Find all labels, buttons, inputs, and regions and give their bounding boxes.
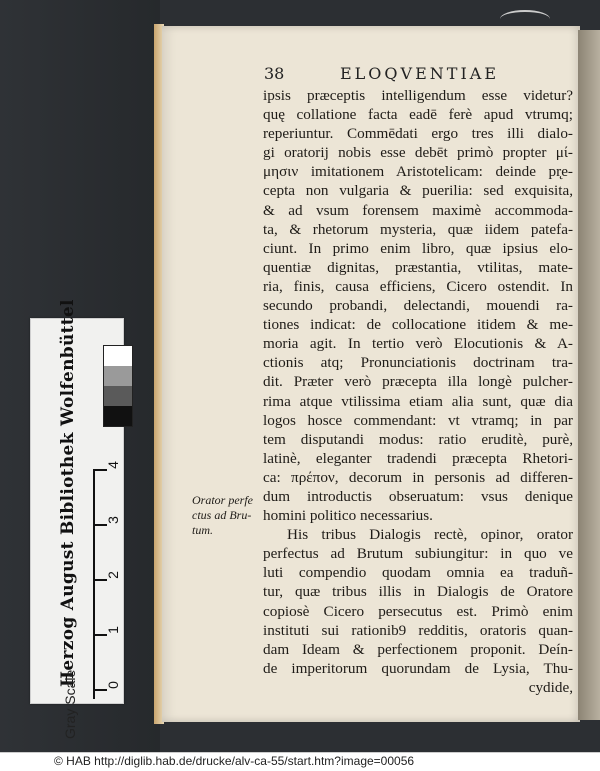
page-number: 38	[264, 64, 285, 83]
marginal-line: Orator perfe	[192, 493, 253, 507]
ruler-tick	[95, 634, 107, 636]
text-line: instituti sui rationib9 redditis, oratoris quan-	[263, 621, 573, 639]
swatch-white	[104, 346, 132, 366]
page-gutter	[578, 30, 600, 720]
swatch-black	[104, 406, 132, 426]
body-text	[263, 86, 573, 697]
text-line: homini politico necessarius.	[263, 507, 433, 525]
ruler-number: 4	[104, 461, 121, 469]
text-line: perfectus ad Brutum subiungitur: in quo ve	[263, 545, 573, 563]
ruler-number: 0	[104, 681, 121, 689]
color-scale-card	[30, 299, 124, 739]
text-line: ciunt. In primo enim libro, quæ ipsius elo-	[263, 239, 573, 257]
cm-ruler	[93, 461, 123, 699]
footer-bar	[0, 752, 600, 771]
text-line: ria, finis, causa efficiens, Cicero ostendit. In	[263, 277, 573, 295]
ruler-tick	[95, 524, 107, 526]
text-line: dum introductis obseruatum: vsus denique	[263, 487, 573, 505]
text-line: latinè, eleganter tradendi præcepta Rhetori-	[263, 449, 573, 467]
text-line: dam Ideam & perfectionem proponit. Deín-	[263, 640, 573, 658]
text-line: His tribus Dialogis rectè, opinor, orator	[287, 526, 573, 544]
text-line: ta, & rhetorum mysteria, quæ iidem patefa-	[263, 220, 573, 238]
ruler-number: 3	[104, 516, 121, 524]
marginal-line: ctus ad Bru-	[192, 508, 252, 522]
text-line: rima atque vtilissima etiam alia sunt, quæ dia	[263, 392, 573, 410]
text-line: ipsis præceptis intelligendum esse videtur?	[263, 87, 573, 104]
text-line: copiosè Cicero persecutus est. Primò enim	[263, 602, 573, 620]
text-line: μησιν imitationem Aristotelicam: deinde pr̨e-	[263, 163, 573, 181]
text-line: tur, quæ tribus illis in Dialogis de Oratore	[263, 583, 573, 601]
ruler-tick	[95, 689, 107, 691]
swatch-gray	[104, 366, 132, 386]
swatch-darkgray	[104, 386, 132, 406]
copyright-link[interactable]: © HAB http://diglib.hab.de/drucke/alv-ca-55/start.htm?image=00056	[54, 754, 415, 768]
running-head	[260, 64, 560, 86]
text-line: reperiuntur. Commēdati ergo tres illi dialo-	[263, 125, 573, 143]
text-line: ca: πρέπον, decorum in personis ad differen-	[263, 468, 573, 486]
running-title: ELOQVENTIAE	[340, 64, 499, 83]
ruler-number: 2	[104, 571, 121, 579]
text-line: secundo probandi, delectandi, mouendi ra-	[263, 297, 573, 315]
text-line: & ad vsum forensem maximè accommoda-	[263, 201, 573, 219]
text-line: moria agit. In tertio verò Elocutionis & A-	[263, 335, 573, 353]
library-name: Herzog August Bibliothek Wolfenbüttel	[58, 299, 78, 687]
text-line: gi oratorij nobis esse debēt primò propter μί-	[263, 144, 573, 162]
ruler-number: 1	[104, 626, 121, 634]
gray-scale-label: Gray Scale	[62, 669, 78, 739]
marginal-note	[192, 493, 262, 538]
catchword: cydide,	[528, 678, 573, 696]
ruler-tick	[95, 469, 107, 471]
text-line: logos hosce commendant: vt vtramq; in par	[263, 411, 573, 429]
text-line: cepta non vulgaria & puerilia: sed exquisita,	[263, 182, 573, 200]
text-line: quentiæ dignitas, præstantia, vtilitas, mate-	[263, 258, 573, 276]
text-line: tiones indicat: de collocatione itidem & me-	[263, 316, 573, 334]
text-line: quę collatione facta eadē ferè apud vtrumq;	[263, 106, 573, 124]
text-line: tem disputandi modus: ratio eruditè, purè,	[263, 430, 573, 448]
text-line: dit. Præter verò præcepta illa longè pulcher-	[263, 373, 573, 391]
text-line: de imperitorum quorundam de Lysia, Thu-	[263, 659, 573, 677]
ruler-tick	[95, 579, 107, 581]
gray-swatches	[103, 345, 133, 427]
text-line: ctionis atq; Pronunciationis doctrinam tra-	[263, 354, 573, 372]
text-line: luti compendio quodam omnia ea traduñ-	[263, 564, 573, 582]
marginal-line: tum.	[192, 523, 213, 537]
